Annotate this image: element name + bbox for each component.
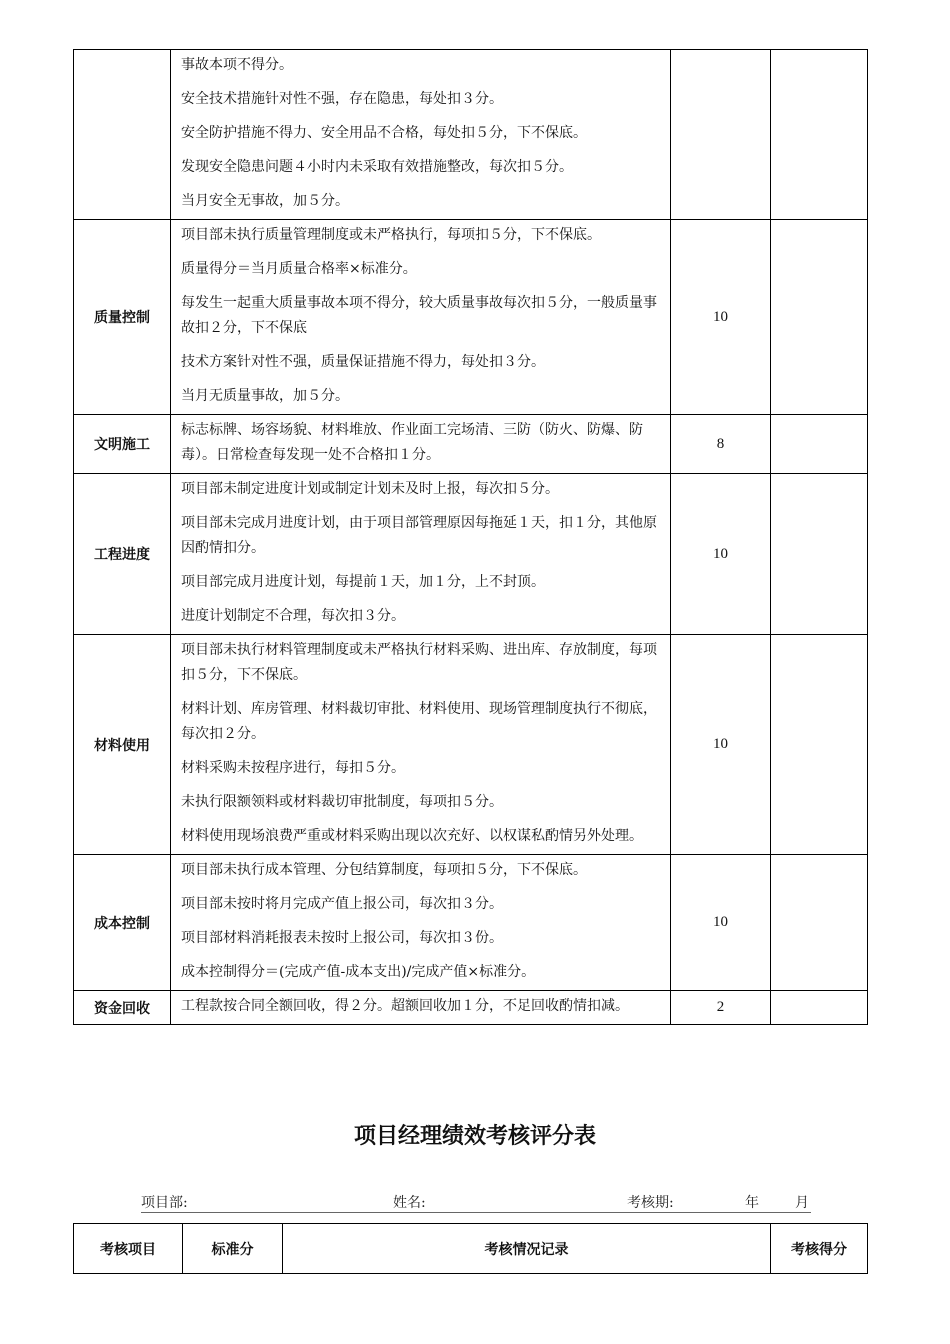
result-cell	[771, 415, 868, 474]
category-cell: 质量控制	[74, 220, 171, 415]
rule-text: 材料计划、库房管理、材料裁切审批、材料使用、现场管理制度执行不彻底，每次扣２分。	[181, 701, 657, 742]
category-cell: 资金回收	[74, 991, 171, 1025]
result-cell	[771, 50, 868, 220]
header-result: 考核得分	[771, 1224, 868, 1274]
rule-text: 未执行限额领料或材料裁切审批制度，每项扣５分。	[181, 794, 503, 810]
category-cell: 材料使用	[74, 635, 171, 855]
rule-text: 项目部未按时将月完成产值上报公司，每次扣３分。	[181, 896, 503, 912]
rule-text: 材料使用现场浪费严重或材料采购出现以次充好、以权谋私酌情另外处理。	[181, 828, 643, 844]
rule-text: 材料采购未按程序进行，每扣５分。	[181, 760, 405, 776]
result-cell	[771, 991, 868, 1025]
rule-text: 当月无质量事故，加５分。	[181, 388, 349, 404]
result-cell	[771, 855, 868, 991]
rules-cell	[171, 474, 671, 635]
rule-row	[74, 474, 868, 635]
category-cell	[74, 50, 171, 220]
rule-text: 发现安全隐患问题４小时内未采取有效措施整改，每次扣５分。	[181, 159, 573, 175]
rule-text: 成本控制得分＝(完成产值-成本支出)/完成产值×标准分。	[181, 964, 536, 980]
standard-score-cell: 10	[671, 474, 771, 635]
standard-score-cell: 10	[671, 220, 771, 415]
rules-cell	[171, 220, 671, 415]
header-standard: 标准分	[183, 1224, 283, 1274]
rule-text: 项目部未完成月进度计划，由于项目部管理原因每拖延１天，扣１分，其他原因酌情扣分。	[181, 515, 657, 556]
rule-text: 进度计划制定不合理，每次扣３分。	[181, 608, 405, 624]
dept-underline	[141, 1212, 411, 1213]
rule-text: 技术方案针对性不强，质量保证措施不得力，每处扣３分。	[181, 354, 545, 370]
result-cell	[771, 635, 868, 855]
rule-text: 安全防护措施不得力、安全用品不合格，每处扣５分，下不保底。	[181, 125, 587, 141]
rule-row	[74, 415, 868, 474]
rule-row	[74, 50, 868, 220]
rule-text: 项目部材料消耗报表未按时上报公司，每次扣３份。	[181, 930, 503, 946]
rule-row	[74, 635, 868, 855]
rules-cell	[171, 635, 671, 855]
rules-cell	[171, 991, 671, 1025]
rule-text: 项目部完成月进度计划，每提前１天，加１分，上不封顶。	[181, 574, 545, 590]
category-cell: 工程进度	[74, 474, 171, 635]
rule-text: 工程款按合同全额回收，得２分。超额回收加１分，不足回收酌情扣减。	[181, 998, 629, 1014]
rule-text: 项目部未执行成本管理、分包结算制度，每项扣５分，下不保底。	[181, 862, 587, 878]
rule-row	[74, 220, 868, 415]
rules-cell	[171, 50, 671, 220]
standard-score-cell	[671, 50, 771, 220]
category-cell: 文明施工	[74, 415, 171, 474]
rules-cell	[171, 415, 671, 474]
rule-text: 事故本项不得分。	[181, 57, 293, 73]
standard-score-cell: 10	[671, 855, 771, 991]
month-label: 月	[795, 1195, 809, 1211]
form-title: 项目经理绩效考核评分表	[353, 1124, 596, 1149]
standard-score-cell: 8	[671, 415, 771, 474]
name-label: 姓名:	[393, 1195, 426, 1211]
period-label: 考核期:	[627, 1195, 674, 1211]
result-cell	[771, 474, 868, 635]
rule-text: 项目部未执行材料管理制度或未严格执行材料采购、进出库、存放制度，每项扣５分，下不保底。	[181, 642, 657, 683]
dept-label: 项目部:	[141, 1195, 188, 1211]
header-item: 考核项目	[74, 1224, 183, 1274]
rules-cell	[171, 855, 671, 991]
rule-text: 标志标牌、场容场貌、材料堆放、作业面工完场清、三防（防火、防爆、防毒）。日常检查每发现一处不合格扣１分。	[181, 422, 643, 463]
rule-text: 质量得分＝当月质量合格率×标准分。	[181, 261, 417, 277]
standard-score-cell: 10	[671, 635, 771, 855]
standard-score-cell: 2	[671, 991, 771, 1025]
rule-row	[74, 991, 868, 1025]
header-row	[74, 1224, 868, 1274]
rule-text: 每发生一起重大质量事故本项不得分，较大质量事故每次扣５分，一般质量事故扣２分，下不保底	[181, 295, 657, 336]
category-cell: 成本控制	[74, 855, 171, 991]
scoring-rules-table	[73, 49, 868, 1025]
rule-row	[74, 855, 868, 991]
rule-text: 当月安全无事故，加５分。	[181, 193, 349, 209]
header-record: 考核情况记录	[283, 1224, 771, 1274]
rule-text: 项目部未执行质量管理制度或未严格执行，每项扣５分，下不保底。	[181, 227, 601, 243]
evaluation-header-table	[73, 1223, 868, 1274]
period-underline	[411, 1212, 811, 1213]
result-cell	[771, 220, 868, 415]
rule-text: 安全技术措施针对性不强，存在隐患，每处扣３分。	[181, 91, 503, 107]
year-label: 年	[745, 1195, 759, 1211]
rule-text: 项目部未制定进度计划或制定计划未及时上报，每次扣５分。	[181, 481, 559, 497]
